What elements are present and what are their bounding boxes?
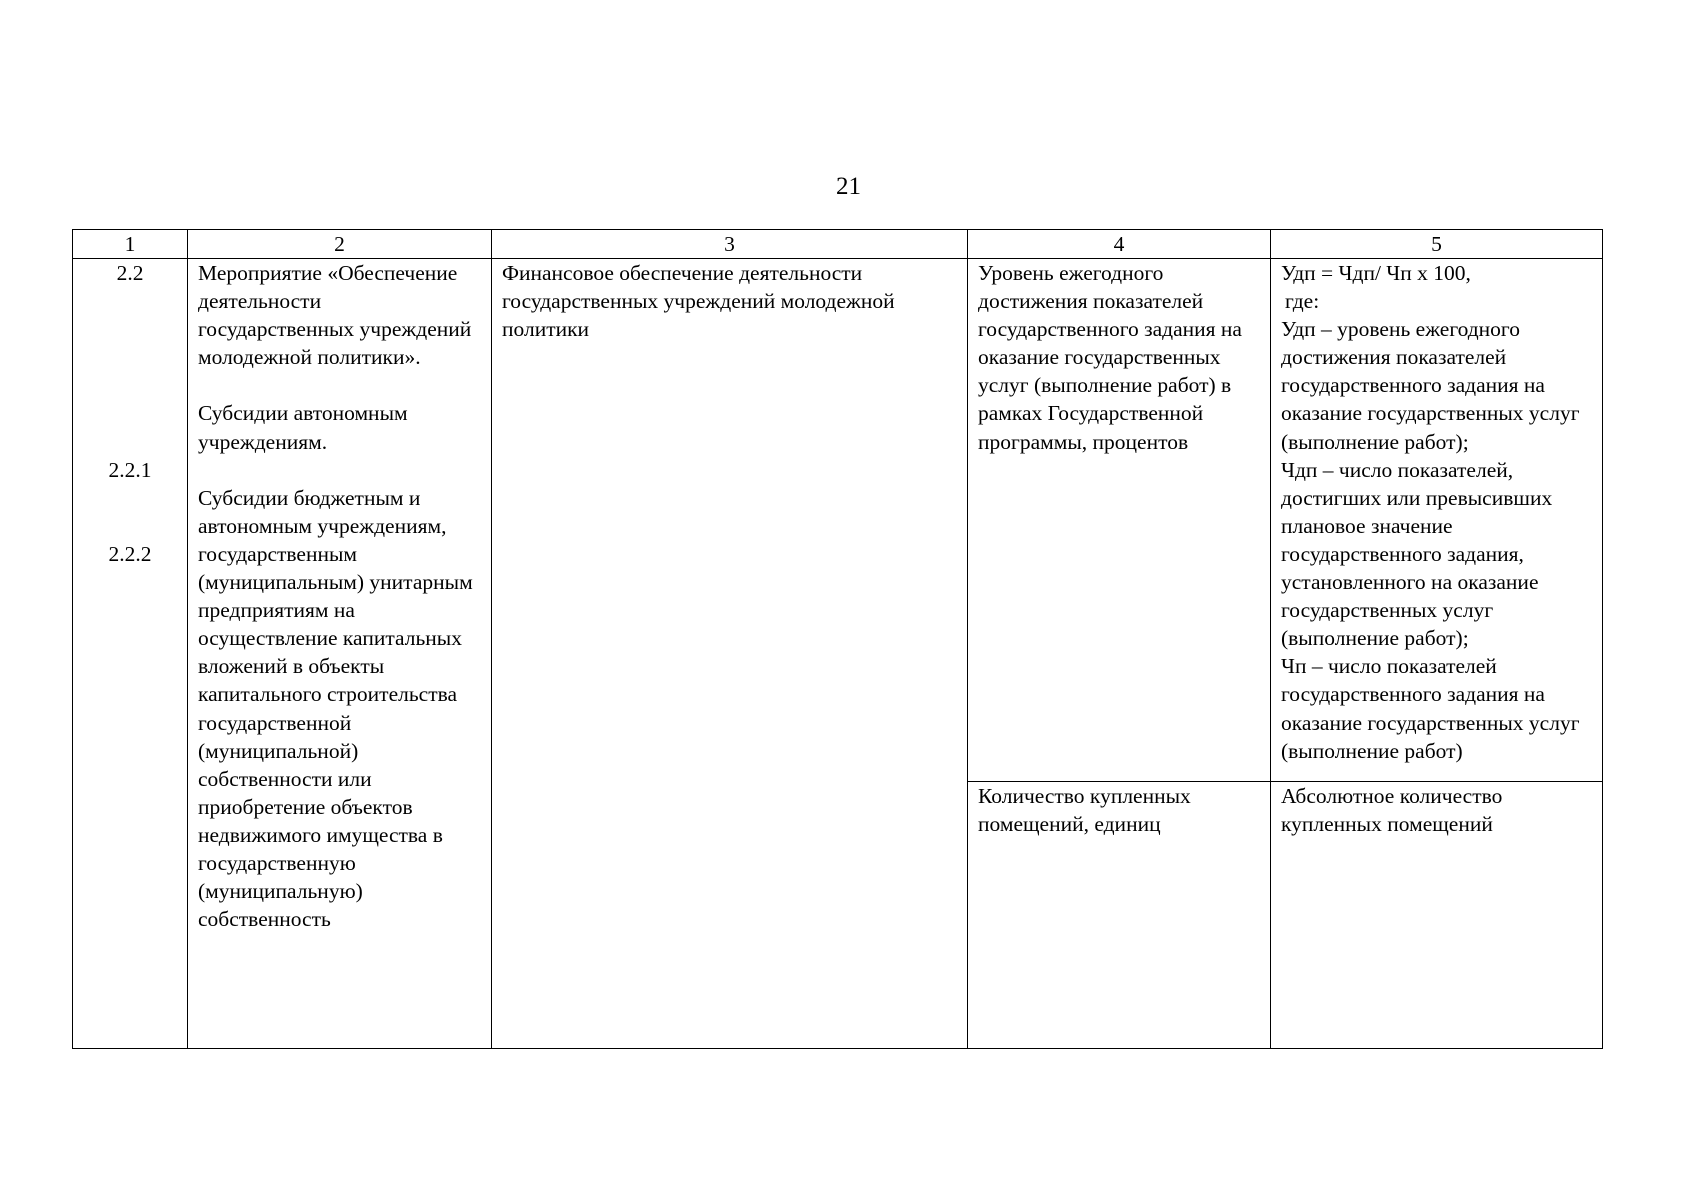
column-header-4: 4 xyxy=(968,230,1271,259)
formula-definition: Чдп – число показателей, достигших или превысивших плановое значение государственного задания, установленного на оказание государственных услуг (выполнение работ); xyxy=(1281,457,1553,651)
indicator-name: Уровень ежегодного достижения показателей государственного задания на оказание государственных услуг (выполнение работ) в рамках Государственной программы, процентов xyxy=(978,261,1242,454)
description-cell xyxy=(492,259,968,1049)
column-header-3: 3 xyxy=(492,230,968,259)
table-row xyxy=(73,259,1603,782)
item-number-cell xyxy=(73,259,188,1049)
formula-where: где: xyxy=(1285,289,1320,314)
page-number: 21 xyxy=(836,173,861,200)
item-number: 2.2.1 xyxy=(108,457,152,482)
formula-definition: Удп – уровень ежегодного достижения показателей государственного задания на оказание государственных услуг (выполнение работ); xyxy=(1281,317,1580,454)
indicator-method-cell xyxy=(1271,782,1603,1049)
activity-cell xyxy=(188,259,492,1049)
item-number: 2.2 xyxy=(116,261,144,285)
formula: Удп = Чдп/ Чп х 100, xyxy=(1281,261,1471,285)
indicator-name-cell xyxy=(968,782,1271,1049)
column-header-1: 1 xyxy=(73,230,188,259)
indicator-method-cell xyxy=(1271,259,1603,782)
program-indicators-table xyxy=(72,229,1603,1049)
formula-definition: Чп – число показателей государственного задания на оказание государственных услуг (выполнение работ) xyxy=(1281,654,1580,763)
indicator-name-cell xyxy=(968,259,1271,782)
table-header-row xyxy=(73,230,1603,259)
activity-subitem: Субсидии бюджетным и автономным учреждениям, государственным (муниципальным) унитарным предприятиям на осуществление капитальных вложений в объекты капитального строительства государственной (муниципальной) собственности или приобретение объектов недвижимого имущества в государственную (муниципальную) собственность xyxy=(198,485,473,932)
activity-description: Финансовое обеспечение деятельности государственных учреждений молодежной политики xyxy=(502,261,895,342)
indicator-name: Количество купленных помещений, единиц xyxy=(978,784,1191,837)
activity-subitem: Субсидии автономным учреждениям. xyxy=(198,401,408,454)
indicator-method: Абсолютное количество купленных помещений xyxy=(1281,784,1503,837)
activity-title: Мероприятие «Обеспечение деятельности государственных учреждений молодежной политики». xyxy=(198,261,472,370)
item-number: 2.2.2 xyxy=(108,541,152,566)
column-header-5: 5 xyxy=(1271,230,1603,259)
column-header-2: 2 xyxy=(188,230,492,259)
